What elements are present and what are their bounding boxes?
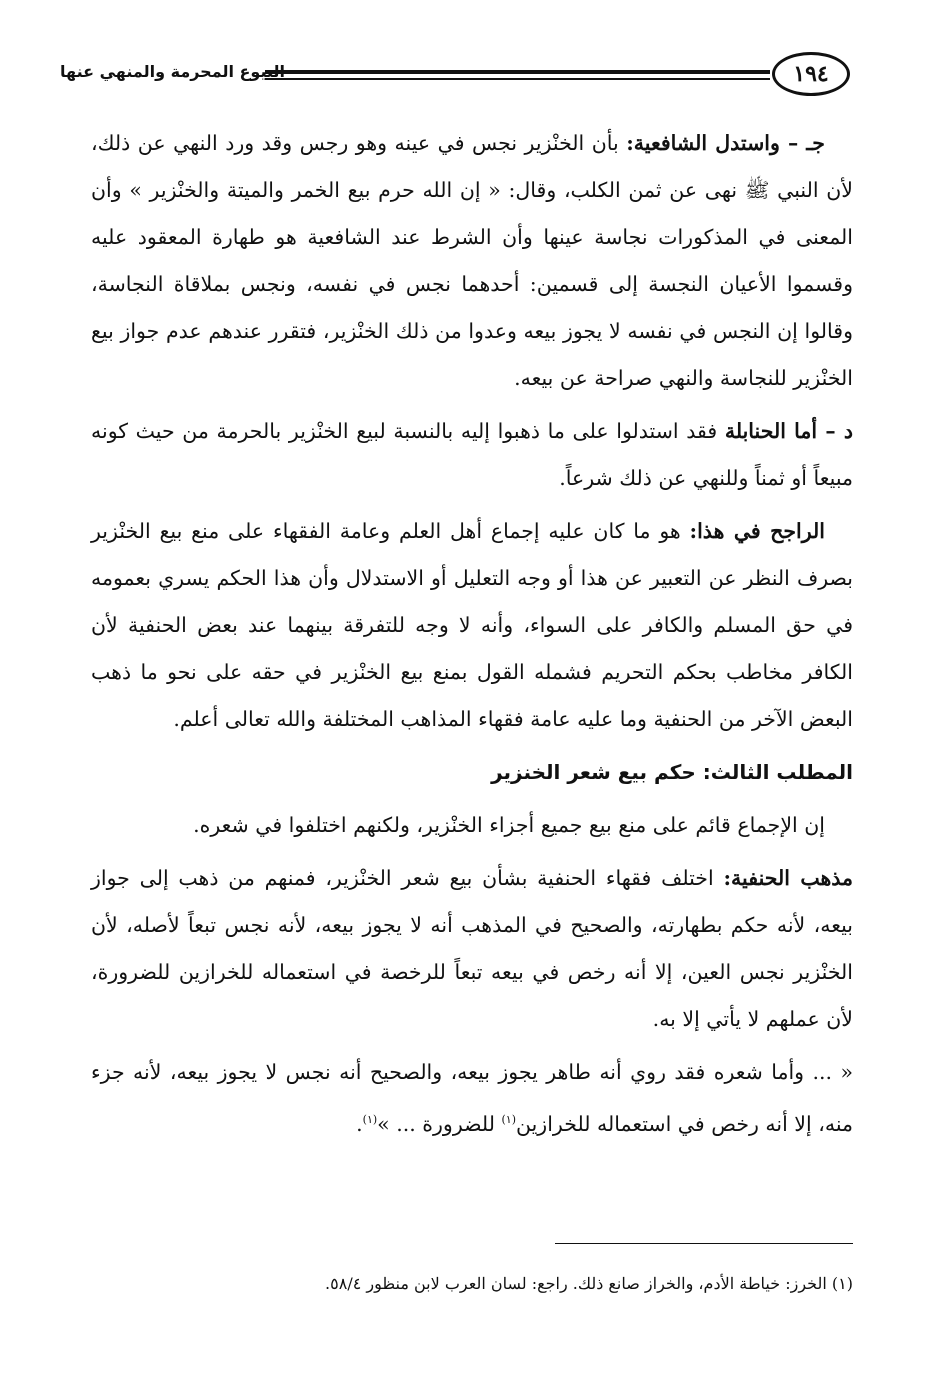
paragraph-shafii: [91, 120, 853, 402]
footnote: (١) الخرز: خياطة الأدم، والخراز صانع ذلك. راجع: لسان العرب لابن منظور ٥٨/٤.: [325, 1274, 853, 1293]
quote-text: « ... وأما شعره فقد روي أنه طاهر يجوز بيعه، والصحيح أنه نجس لا يجوز بيعه، لأنه جزء منه، إلا أنه رخص في استعماله للخرازين: [91, 1060, 853, 1136]
header-rule: [265, 70, 770, 80]
footnote-separator: [555, 1243, 853, 1244]
page-number: ١٩٤: [772, 52, 850, 96]
page-body: [91, 120, 853, 1154]
quote-end: .: [356, 1111, 363, 1136]
paragraph-text: اختلف فقهاء الحنفية بشأن بيع شعر الخنْزير، فمنهم من ذهب إلى جواز بيعه، لأنه حكم بطهارته، والصحيح في المذهب أنه لا يجوز بيعه، لأنه نجس تبعاً لأصله، لأن الخنْزير نجس العين، إلا أنه رخص في بيعه تبعاً للرخصة في استعماله للخرازين للضرورة، لأن عملهم لا يأتي إلا به.: [91, 866, 853, 1031]
paragraph-quote: [91, 1049, 853, 1148]
section-heading: المطلب الثالث: حكم بيع شعر الخنزير: [491, 760, 853, 784]
footnote-ref[interactable]: (١): [362, 1113, 378, 1126]
paragraph-text: بأن الخنْزير نجس في عينه وهو رجس وقد ورد النهي عن ذلك، لأن النبي ﷺ نهى عن ثمن الكلب، وقال: « إن الله حرم بيع الخمر والميتة والخنْزير » وأن المعنى في المذكورات نجاسة عينها وأن الشرط عند الشافعية هو طهارة المعقود عليه وقسموا الأعيان النجسة إلى قسمين: أحدهما نجس في نفسه، ونجس بملاقاة النجاسة، وقالوا إن النجس في نفسه لا يجوز بيعه وعدوا من ذلك الخنْزير، فتقرر عندهم عدم جواز بيع الخنْزير للنجاسة والنهي صراحة عن بيعه.: [91, 131, 853, 390]
paragraph-text: هو ما كان عليه إجماع أهل العلم وعامة الفقهاء على منع بيع الخنْزير بصرف النظر عن التعبير عن هذا أو وجه التعليل أو الاستدلال وأن هذا الحكم يسري بعمومه في حق المسلم والكافر على السواء، وأنه لا وجه للتفرقة بينهما عند بعض الحنفية لأن الكافر مخاطب بحكم التحريم فشمله القول بمنع بيع الخنْزير في حقه على نحو ما ذهب البعض الآخر من الحنفية وما عليه عامة فقهاء المذاهب المختلفة والله تعالى أعلم.: [91, 519, 853, 731]
paragraph-lead: د – أما الحنابلة: [724, 419, 853, 443]
paragraph-lead: الراجح في هذا:: [689, 519, 825, 543]
footnote-ref[interactable]: (١): [501, 1113, 516, 1126]
paragraph-preferred-view: [91, 508, 853, 743]
paragraph-hanbali: [91, 408, 853, 502]
quote-text: للضرورة ... »: [377, 1111, 502, 1136]
paragraph-lead: جـ – واستدل الشافعية:: [626, 131, 825, 155]
paragraph-text: فقد استدلوا على ما ذهبوا إليه بالنسبة لبيع الخنْزير بالحرمة من حيث كونه مبيعاً أو ثمناً وللنهي عن ذلك شرعاً.: [91, 419, 853, 490]
paragraph-lead: مذهب الحنفية:: [723, 866, 853, 890]
running-title: البيوع المحرمة والمنهي عنها: [60, 62, 286, 81]
paragraph-consensus: [91, 802, 853, 849]
page-header: [60, 52, 850, 100]
paragraph-text: إن الإجماع قائم على منع بيع جميع أجزاء الخنْزير، ولكنهم اختلفوا في شعره.: [193, 813, 825, 837]
paragraph-hanafi: [91, 855, 853, 1043]
